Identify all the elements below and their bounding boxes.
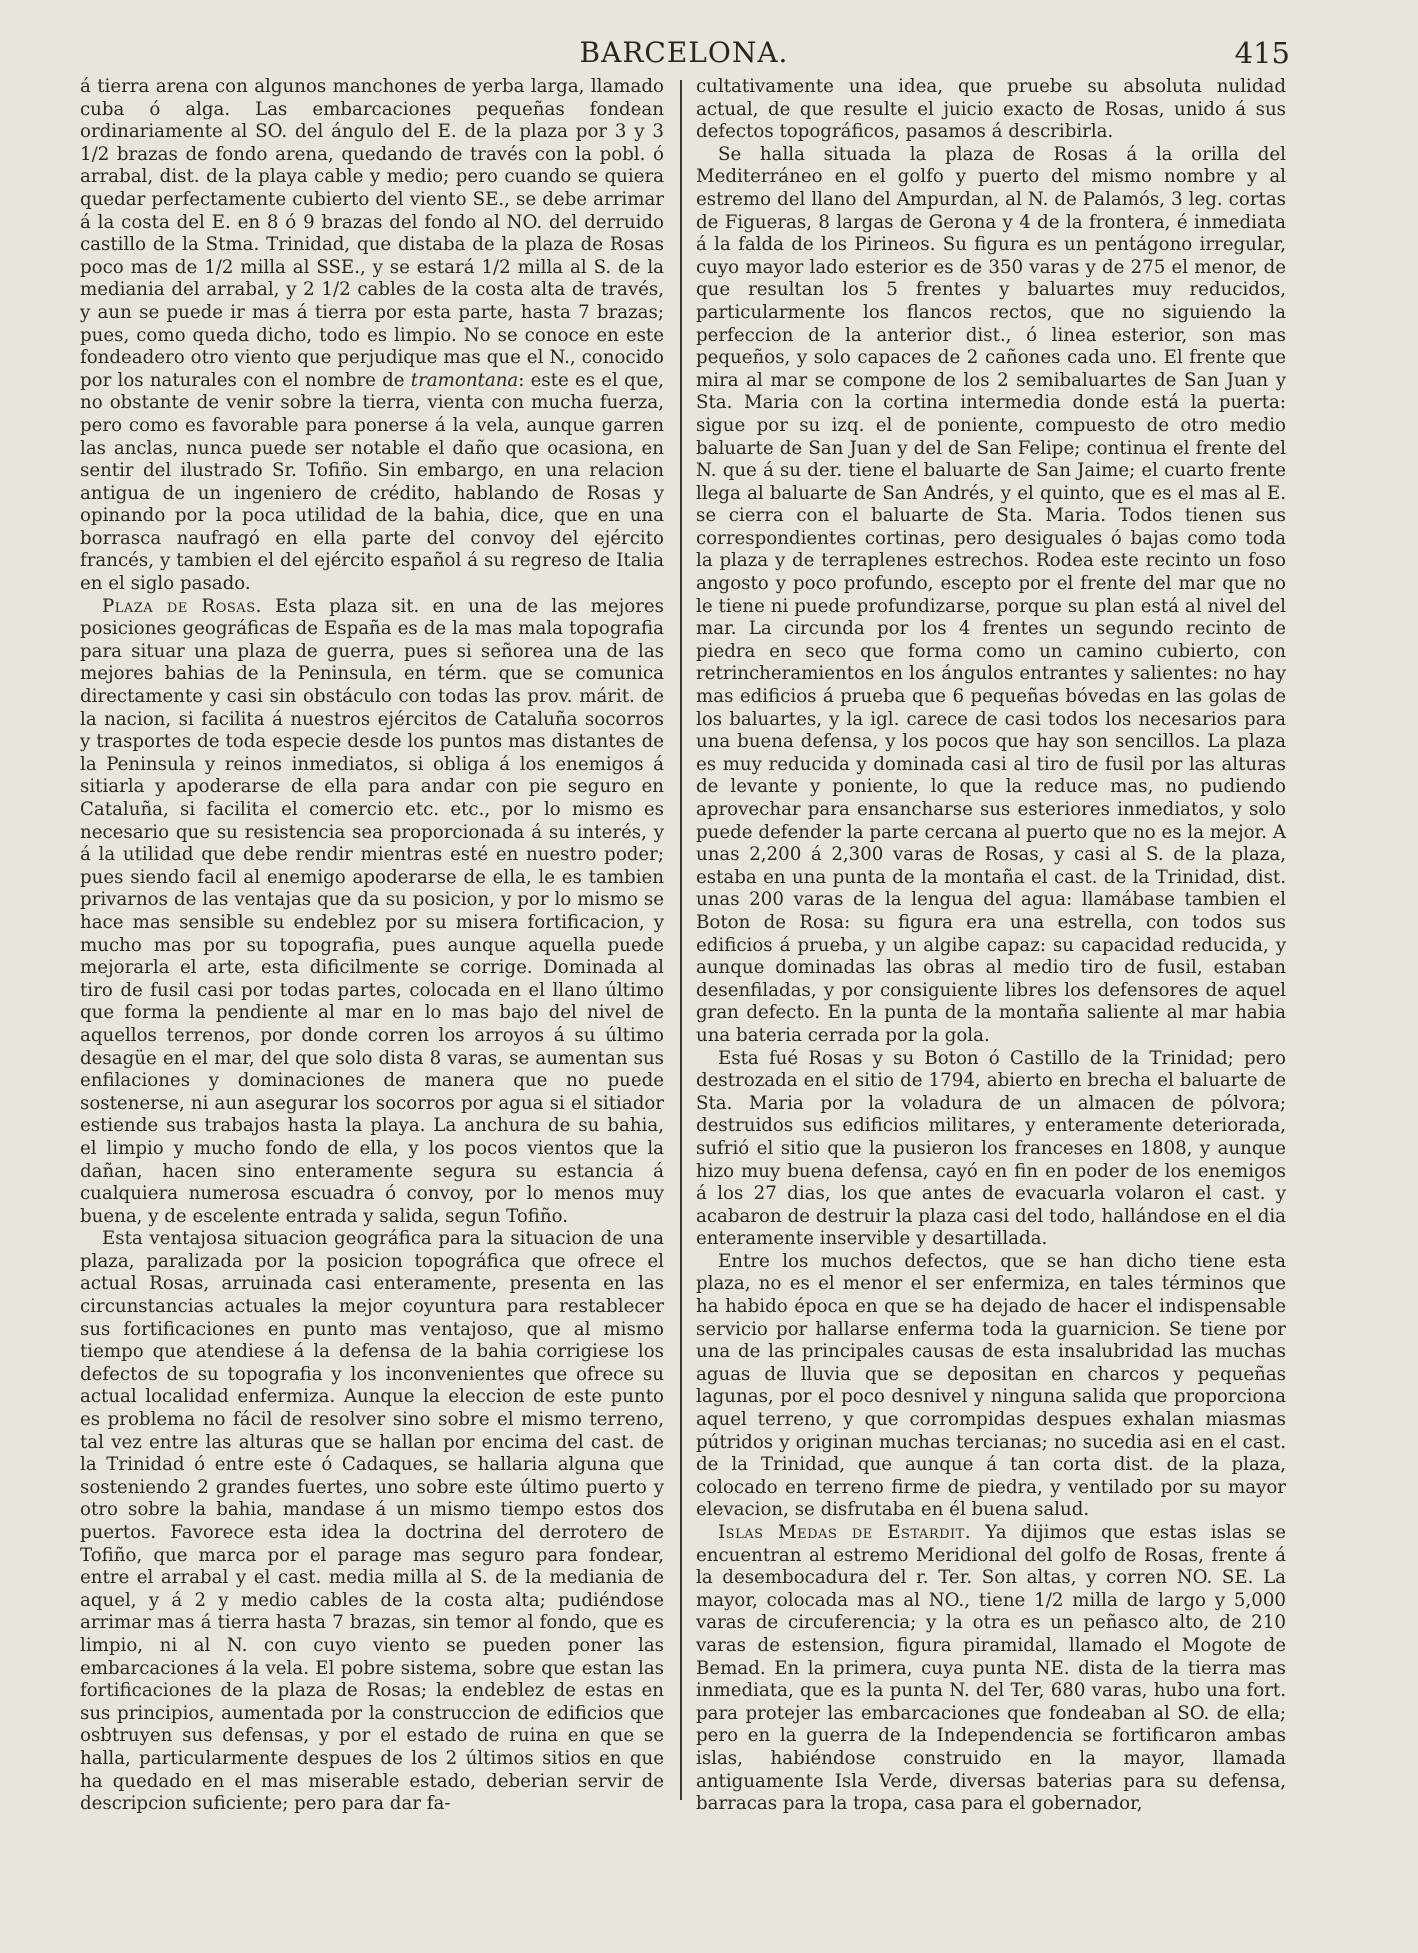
paragraph-text: Ya dijimos que estas islas se encuentran al estremo Meridional del golfo de Rosas, frente á la desembocadura del r. Ter. Son altas, y corren NO. SE. La mayor, colocada mas al NO., tiene 1/2 milla de largo y 5,000 varas de circuferencia; y la otra es un peñasco alto, de 210 varas de estension, figura piramidal, llamado el Mogote de Bemad. En la primera, cuya punta NE. dista de la tierra mas inmediata, que es la punta N. del Ter, 680 varas, hubo una fort. para protejer las embarcaciones que fondeaban al SO. de ella; pero en la guerra de la Independencia se fortificaron ambas islas, habiéndose construido en la mayor, llamada antiguamente Isla Verde, diversas baterias para su defensa, barracas para la tropa, casa para el gobernador,	[696, 1522, 1287, 1815]
page-header	[78, 36, 1290, 78]
running-title: BARCELONA.	[579, 36, 789, 69]
paragraph	[696, 1522, 1286, 1816]
paragraph-text: : este es el que, no obstante de venir sobre la tierra, vienta con mucha fuerza, pero como es favorable para ponerse á la vela, aunque garren las anclas, nunca puede ser notable el daño que ocasiona, en sentir del ilustrado Sr. Tofiño. Sin embargo, en una relacion antigua de un ingeniero de crédito, hablando de Rosas y opinando por la poca utilidad de la bahia, dice, que en una borrasca naufragó en ella parte del convoy del ejército francés, y tambien el del ejército español á su regreso de Italia en el siglo pasado.	[80, 369, 664, 595]
page-number: 415	[1234, 36, 1290, 70]
paragraph: cultativamente una idea, que pruebe su absoluta nulidad actual, de que resulte el juicio exacto de Rosas, unido á sus defectos topográficos, pasamos á describirla.	[696, 76, 1286, 143]
paragraph: Entre los muchos defectos, que se han dicho tiene esta plaza, no es el menor el ser enfermiza, en tales términos que ha habido época en que se ha dejado de hacer el indispensable servicio por hallarse enferma toda la guarnicion. Se tiene por una de las principales causas de esta insalubridad las muchas aguas de lluvia que se depositan en charcos y pequeñas lagunas, por el poco desnivel y ninguna salida que proporciona aquel terreno, y que corrompidas despues exhalan miasmas pútridos y originan muchas tercianas; no sucedia asi en el cast. de la Trinidad, que aunque á tan corta dist. de la plaza, colocado en terreno firme de piedra, y ventilado por su mayor elevacion, se disfrutaba en él buena salud.	[696, 1250, 1286, 1521]
paragraph: Esta ventajosa situacion geográfica para la situacion de una plaza, paralizada por la posicion topográfica que ofrece el actual Rosas, arruinada casi enteramente, presenta en las circunstancias actuales la mejor coyuntura para restablecer sus fortificaciones en punto mas ventajoso, que al mismo tiempo que atendiese á la defensa de la bahia corrigiese los defectos de su topografia y los inconvenientes que ofrece su actual localidad enfermiza. Aunque la eleccion de este punto es problema no fácil de resolver sino sobre el mismo terreno, tal vez entre las alturas que se hallan por encima del cast. de la Trinidad ó entre este ó Cadaques, se hallaria alguna que sosteniendo 2 grandes fuertes, uno sobre este último puerto y otro sobre la bahia, mandase á un mismo tiempo estos dos puertos. Favorece esta idea la doctrina del derrotero de Tofiño, que marca por el parage mas seguro para fondear, entre el arrabal y el cast. media milla al S. de la mediania de aquel, y á 2 y medio cables de la costa alta; pudiéndose arrimar mas á tierra hasta 7 brazas, sin temor al fondo, que es limpio, ni al N. con cuyo viento se pueden poner las embarcaciones á la vela. El pobre sistema, sobre que estan las fortificaciones de la plaza de Rosas; la endeblez de estas en sus principios, aumentada por la construccion de edificios que osbtruyen sus defensas, y por el estado de ruina en que se halla, particularmente despues de los 2 últimos sitios en que ha quedado en el mas miserable estado, deberian servir de descripcion suficiente; pero para dar fa-	[80, 1228, 664, 1815]
paragraph-text: Esta plaza sit. en una de las mejores posiciones geográficas de España es de la mas mala topografia para situar una plaza de guerra, pues si señorea una de las mejores bahias de la Peninsula, en térm. que se comunica directamente y casi sin obstáculo con todas las prov. márit. de la nacion, si facilita á nuestros ejércitos de Cataluña socorros y trasportes de toda especie desde los puntos mas distantes de la Peninsula y reinos inmediatos, si obliga á los enemigos á sitiarla y apoderarse de ella para andar con pie seguro en Cataluña, si facilita el comercio etc. etc., por lo mismo es necesario que su resistencia sea proporcionada á su interés, y á la utilidad que debe rendir mientras esté en nuestro poder; pues siendo facil al enemigo apoderarse de ella, le es tambien privarnos de las ventajas que da su posicion, y por lo mismo se hace mas sensible su endeblez por su misera fortificacion, y mucho mas por su topografia, pues aunque aquella puede mejorarla el arte, esta dificilmente se corrige. Dominada al tiro de fusil casi por todas partes, colocada en el llano último que forma la pendiente al mar en lo mas bajo del nivel de aquellos terrenos, por donde corren los arroyos á su último desagüe en el mar, del que solo dista 8 varas, se aumentan sus enfilaciones y dominaciones de manera que no puede sostenerse, ni aun asegurar los socorros por agua si el sitiador estiende sus trabajos hasta la playa. La anchura de su bahia, el limpio y mucho fondo de ella, y los pocos vientos que la dañan, hacen sino enteramente segura su estancia á cualquiera numerosa escuadra ó convoy, por lo menos muy buena, y de escelente entrada y salida, segun Tofiño.	[80, 595, 664, 1227]
section-heading: Plaza de Rosas.	[102, 595, 262, 617]
paragraph	[80, 596, 664, 1229]
right-column	[696, 76, 1286, 1816]
section-heading: Islas Medas de Estardit.	[718, 1522, 972, 1543]
paragraph: Esta fué Rosas y su Boton ó Castillo de la Trinidad; pero destrozada en el sitio de 1794, abierto en brecha el baluarte de Sta. Maria por la voladura de un almacen de pólvora; destruidos sus edificios militares, y enteramente deteriorada, sufrió el sitio que la pusieron los franceses en 1808, y aunque hizo muy buena defensa, cayó en fin en poder de los enemigos á los 27 dias, los que antes de evacuarla volaron el cast. y acabaron de destruir la plaza casi del todo, hallándose en el dia enteramente inservible y desartillada.	[696, 1047, 1286, 1250]
paragraph: Se halla situada la plaza de Rosas á la orilla del Mediterráneo en el golfo y puerto del mismo nombre y al estremo del llano del Ampurdan, al N. de Palamós, 3 leg. cortas de Figueras, 8 largas de Gerona y 4 de la frontera, é inmediata á la falda de los Pirineos. Su figura es un pentágono irregular, cuyo mayor lado esterior es de 350 varas y de 275 el menor, de que resultan los 5 frentes y baluartes muy reducidos, particularmente los flancos rectos, que no siguiendo la perfeccion de la anterior dist., ó linea esterior, son mas pequeños, y solo capaces de 2 cañones cada uno. El frente que mira al mar se compone de los 2 semibaluartes de San Juan y Sta. Maria con la cortina intermedia donde está la puerta: sigue por su izq. el de poniente, compuesto de otro medio baluarte de San Juan y del de San Felipe; continua el frente del N. que á su der. tiene el baluarte de San Jaime; el cuarto frente llega al baluarte de San Andrés, y el quinto, que es el mas al E. se cierra con el baluarte de Sta. Maria. Todos tienen sus correspondientes cortinas, pero desiguales ó bajas como toda la plaza y de terraplenes estrechos. Rodea este recinto un foso angosto y poco profundo, escepto por el frente del mar que no le tiene ni puede profundizarse, porque su plan está al nivel del mar. La circunda por los 4 frentes un segundo recinto de piedra en seco que forma como un camino cubierto, con retrincheramientos en los ángulos entrantes y salientes: no hay mas edificios á prueba que 6 pequeñas bóvedas en las golas de los baluartes, y la igl. carece de casi todos los necesarios para una buena defensa, y los pocos que hay son sencillos. La plaza es muy reducida y dominada casi al tiro de fusil por las alturas de levante y poniente, lo que la reduce mas, no pudiendo aprovechar para ensancharse sus esteriores inmediatos, y solo puede defender la parte cercana al puerto que no es la mejor. A unas 2,200 á 2,300 varas de Rosas, y casi al S. de la plaza, estaba en una punta de la montaña el cast. de la Trinidad, dist. unas 200 varas de la lengua del agua: llamábase tambien el Boton de Rosa: su figura era una estrella, con todos sus edificios á prueba, y un algibe capaz: su capacidad reducida, y aunque dominadas las obras al medio tiro de fusil, estaban desenfiladas, y por consiguiente libres los defensores de aquel gran defecto. En la punta de la montaña saliente al mar habia una bateria cerrada por la gola.	[696, 143, 1286, 1046]
italic-term: tramontana	[410, 369, 519, 391]
column-divider	[680, 80, 682, 1800]
paragraph	[80, 76, 664, 596]
paragraph-text: á tierra arena con algunos manchones de yerba larga, llamado cuba ó alga. Las embarcaciones pequeñas fondean ordinariamente al SO. del ángulo del E. de la plaza por 3 y 3 1/2 brazas de fondo arena, quedando de través con la pobl. ó arrabal, dist. de la playa cable y medio; pero cuando se quiera quedar perfectamente cubierto del viento SE., se debe arrimar á la costa del E. en 8 ó 9 brazas del fondo al NO. del derruido castillo de la Stma. Trinidad, que distaba de la plaza de Rosas poco mas de 1/2 milla al SSE., y se estará 1/2 milla al S. de la mediania del arrabal, y 2 1/2 cables de la costa alta de través, y aun se puede ir mas á tierra por esta parte, hasta 7 brazas; pues, como queda dicho, todo es limpio. No se conoce en este fondeadero otro viento que perjudique mas que el N., conocido por los naturales con el nombre de	[80, 76, 664, 391]
left-column	[80, 76, 664, 1816]
